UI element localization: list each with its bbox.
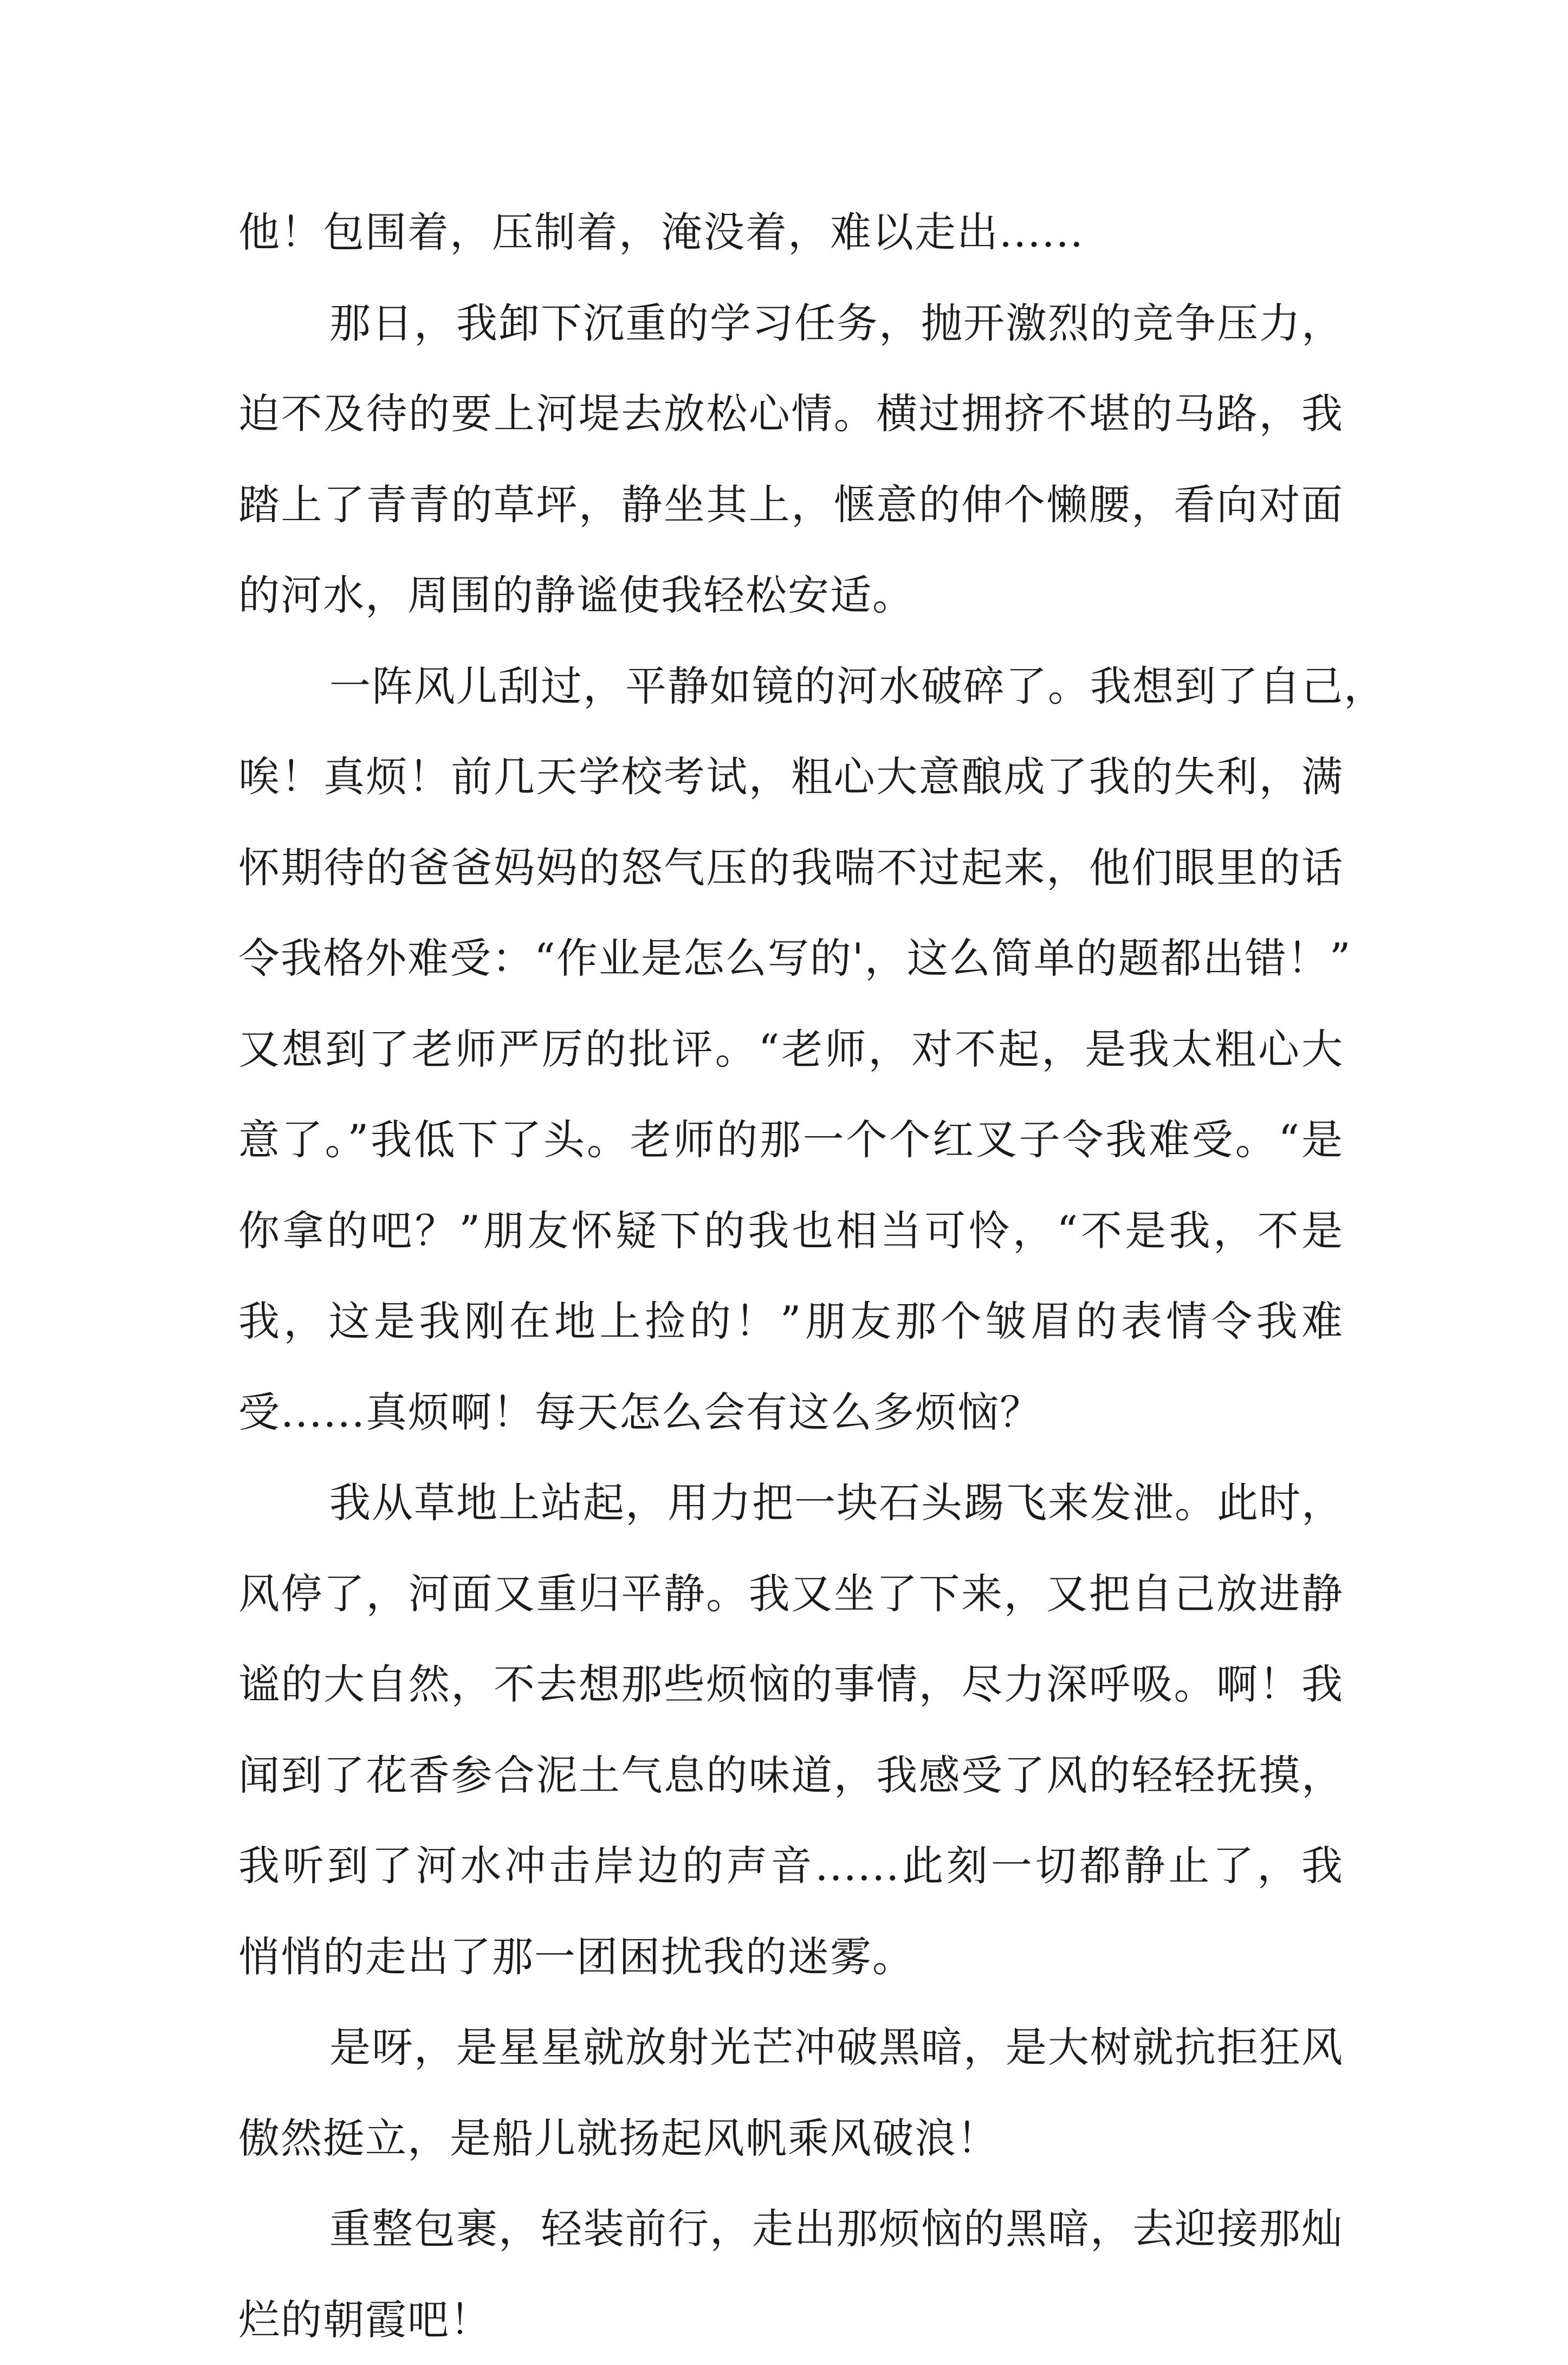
text-line: 我听到了河水冲击岸边的声音......此刻一切都静止了，我 <box>238 1820 1344 1912</box>
text-line: 我从草地上站起，用力把一块石头踢飞来发泄。此时， <box>238 1457 1344 1548</box>
text-line: 你拿的吧？”朋友怀疑下的我也相当可怜，“不是我，不是 <box>238 1185 1344 1277</box>
text-line: 傲然挺立，是船儿就扬起风帆乘风破浪！ <box>238 2093 1344 2184</box>
text-line: 重整包裹，轻装前行，走出那烦恼的黑暗，去迎接那灿 <box>238 2183 1344 2275</box>
text-line: 那日，我卸下沉重的学习任务，抛开激烈的竞争压力， <box>238 278 1344 369</box>
text-line: 闻到了花香参合泥土气息的味道，我感受了风的轻轻抚摸， <box>238 1730 1344 1821</box>
text-line: 唉！真烦！前几天学校考试，粗心大意酿成了我的失利，满 <box>238 731 1344 822</box>
text-line: 迫不及待的要上河堤去放松心情。横过拥挤不堪的马路，我 <box>238 368 1344 459</box>
text-line: 他！包围着，压制着，淹没着，难以走出...... <box>238 187 1344 278</box>
text-line: 的河水，周围的静谧使我轻松安适。 <box>238 550 1344 641</box>
text-line: 我，这是我刚在地上捡的！”朋友那个皱眉的表情令我难 <box>238 1276 1344 1367</box>
text-line: 踏上了青青的草坪，静坐其上，惬意的伸个懒腰，看向对面 <box>238 459 1344 550</box>
text-line: 意了。”我低下了头。老师的那一个个红叉子令我难受。“是 <box>238 1094 1344 1185</box>
body-text <box>238 187 1344 2365</box>
text-line: 风停了，河面又重归平静。我又坐了下来，又把自己放进静 <box>238 1548 1344 1640</box>
text-line: 烂的朝霞吧！ <box>238 2275 1344 2365</box>
text-line: 谧的大自然，不去想那些烦恼的事情，尽力深呼吸。啊！我 <box>238 1639 1344 1730</box>
text-line: 又想到了老师严厉的批评。“老师，对不起，是我太粗心大 <box>238 1004 1344 1095</box>
text-line: 令我格外难受：“作业是怎么写的'，这么简单的题都出错！” <box>238 913 1344 1004</box>
text-line: 是呀，是星星就放射光芒冲破黑暗，是大树就抗拒狂风 <box>238 2002 1344 2093</box>
text-line: 受......真烦啊！每天怎么会有这么多烦恼？ <box>238 1367 1344 1458</box>
text-line: 悄悄的走出了那一团困扰我的迷雾。 <box>238 1912 1344 2003</box>
text-line: 一阵风儿刮过，平静如镜的河水破碎了。我想到了自己， <box>238 641 1344 732</box>
text-line: 怀期待的爸爸妈妈的怒气压的我喘不过起来，他们眼里的话 <box>238 822 1344 913</box>
